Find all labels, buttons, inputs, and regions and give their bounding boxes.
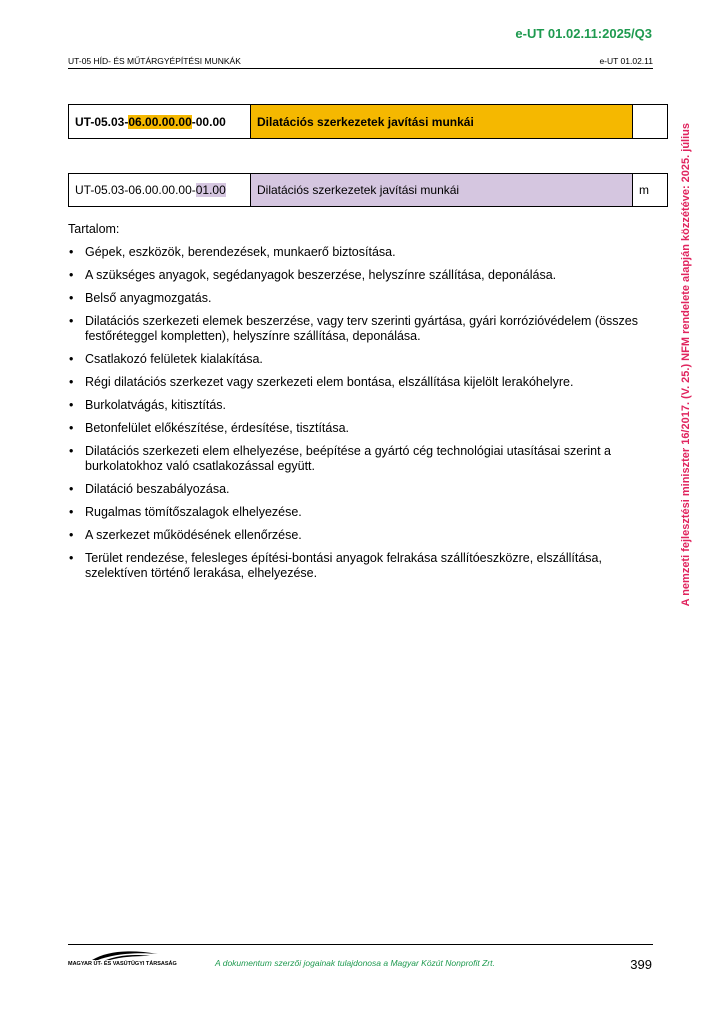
list-item: • A szükséges anyagok, segédanyagok beszerzése, helyszínre szállítása, deponálása.	[68, 268, 648, 283]
page-number: 399	[630, 957, 652, 972]
road-swoosh-logo-icon	[62, 948, 172, 972]
group-code-row	[69, 105, 668, 139]
document-code: e-UT 01.02.11:2025/Q3	[515, 26, 652, 41]
item-code-row	[69, 174, 668, 207]
copyright-notice: A dokumentum szerzői jogainak tulajdonosa a Magyar Közút Nonprofit Zrt.	[215, 958, 495, 968]
running-header	[68, 56, 653, 69]
item-code-prefix: UT-05.03-06.00.00.00-	[75, 183, 196, 197]
list-item: • Belső anyagmozgatás.	[68, 291, 648, 306]
content-section	[68, 222, 648, 589]
list-item: • Csatlakozó felületek kialakítása.	[68, 352, 648, 367]
group-code-suffix: -00.00	[191, 114, 226, 129]
item-code-cell	[69, 174, 251, 207]
list-item: • Dilatáció beszabályozása.	[68, 482, 648, 497]
chapter-title: UT-05 HÍD- ÉS MŰTÁRGYÉPÍTÉSI MUNKÁK	[68, 56, 241, 66]
list-item: • A szerkezet működésének ellenőrzése.	[68, 528, 648, 543]
footer-divider	[68, 944, 653, 945]
group-code-highlight: 06.00.00.00	[128, 114, 192, 129]
list-item: • Dilatációs szerkezeti elem elhelyezése, beépítése a gyártó cég technológiai utasításai szerint a burkolatokhoz való csatlakozással együtt.	[68, 444, 648, 474]
group-code-table	[68, 104, 668, 139]
publisher-logo-text: MAGYAR ÚT- ÉS VASÚTÜGYI TÁRSASÁG	[68, 961, 177, 967]
group-unit-cell	[633, 105, 668, 139]
group-code-cell	[69, 105, 251, 139]
list-item: • Dilatációs szerkezeti elemek beszerzése, vagy terv szerinti gyártása, gyári korrózióvédelem (összes festőréteggel kompletten), helyszínre szállítása, deponálása.	[68, 314, 648, 344]
standard-reference: e-UT 01.02.11	[599, 56, 653, 66]
item-code-highlight: 01.00	[195, 183, 226, 197]
group-title-cell: Dilatációs szerkezetek javítási munkái	[251, 105, 633, 139]
side-note-text: A nemzeti fejlesztési miniszter 16/2017. (V. 25.) NFM rendelete alapján közzétéve: 2025. július	[680, 123, 692, 607]
content-label: Tartalom:	[68, 222, 120, 236]
list-item: • Burkolatvágás, kitisztítás.	[68, 398, 648, 413]
item-title-cell: Dilatációs szerkezetek javítási munkái	[251, 174, 633, 207]
list-item: • Gépek, eszközök, berendezések, munkaerő biztosítása.	[68, 245, 648, 260]
item-code-table	[68, 173, 668, 207]
group-code-prefix: UT-05.03-	[75, 114, 129, 129]
side-note	[676, 95, 696, 635]
list-item: • Rugalmas tömítőszalagok elhelyezése.	[68, 505, 648, 520]
content-list	[68, 245, 648, 581]
item-unit-cell: m	[633, 174, 668, 207]
list-item: • Terület rendezése, felesleges építési-bontási anyagok felrakása szállítóeszközre, elszállítása, szelektíven történő lerakása, elhelyezése.	[68, 551, 648, 581]
list-item: • Betonfelület előkészítése, érdesítése, tisztítása.	[68, 421, 648, 436]
list-item: • Régi dilatációs szerkezet vagy szerkezeti elem bontása, elszállítása kijelölt lerakóhelyre.	[68, 375, 648, 390]
